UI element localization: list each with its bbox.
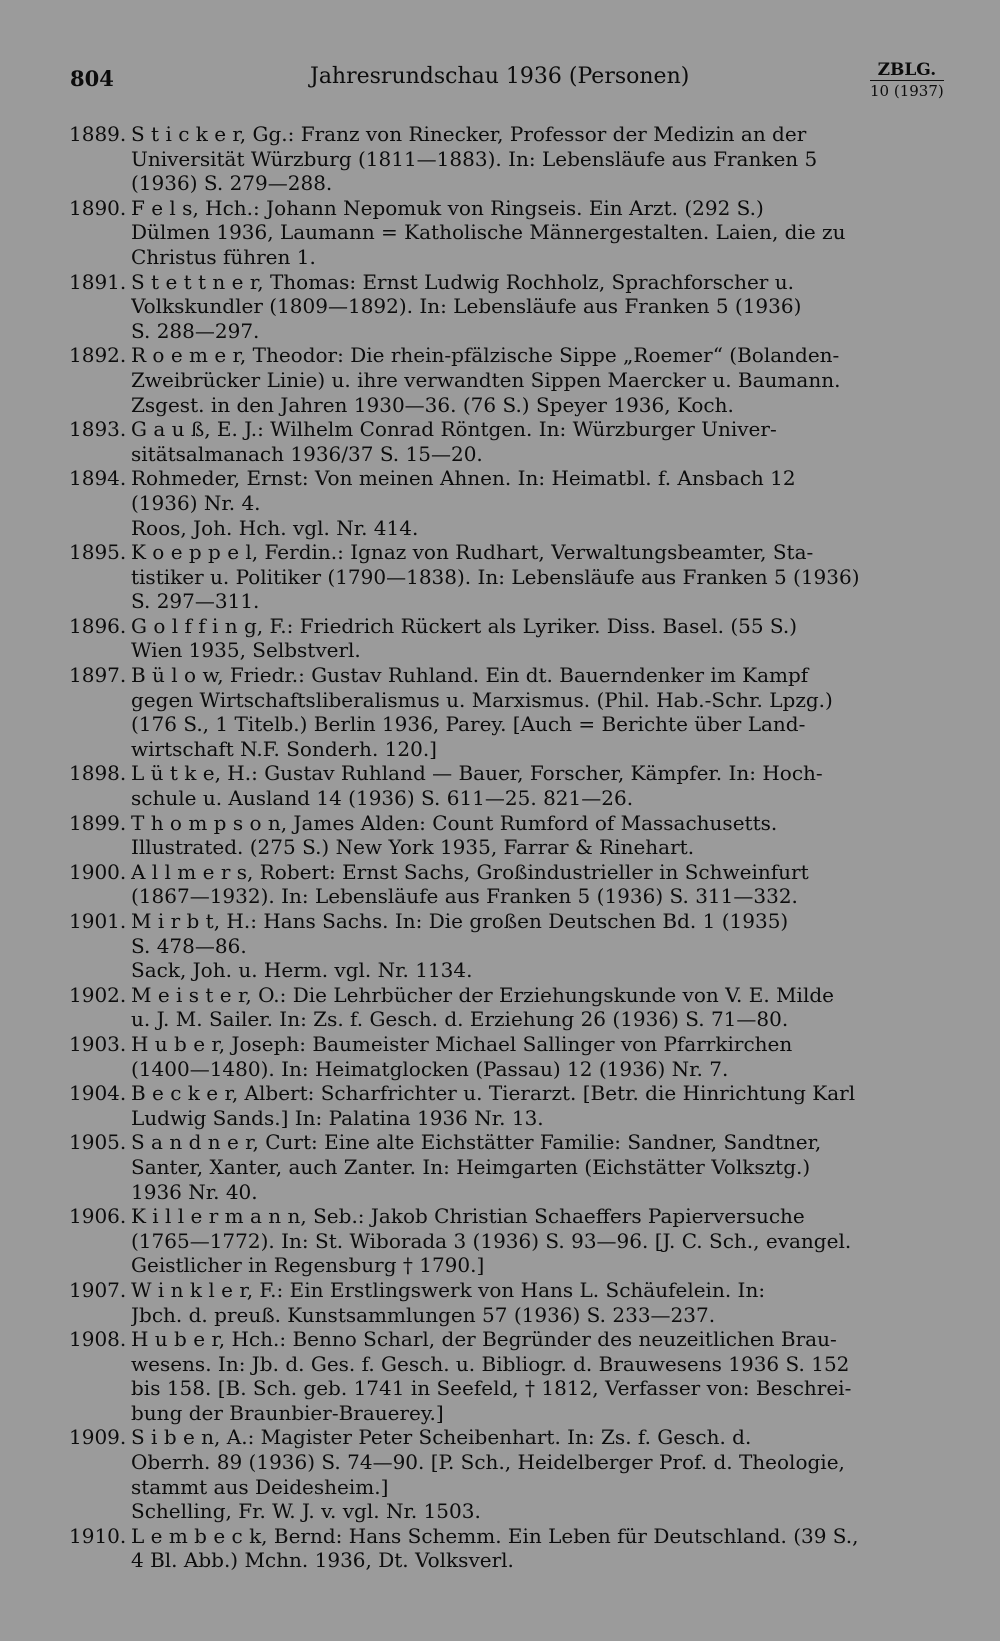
entry-number: 1894. <box>69 466 127 491</box>
bibliography-entry <box>0 909 1000 983</box>
entry-number: 1905. <box>69 1130 127 1155</box>
bibliography-entry <box>0 540 1000 614</box>
entry-text-line: S t i c k e r, Gg.: Franz von Rinecker, Professor der Medizin an der <box>131 122 807 146</box>
entry-text-line: Christus führen 1. <box>131 244 316 269</box>
bibliography-entry <box>0 122 1000 196</box>
entry-number: 1901. <box>69 909 127 933</box>
entry-text-line: (1936) Nr. 4. <box>131 490 261 515</box>
entry-text-line: G a u ß, E. J.: Wilhelm Conrad Röntgen. In: Würzburger Univer- <box>131 417 777 442</box>
entry-number: 1891. <box>69 269 127 294</box>
entry-text-line: 1936 Nr. 40. <box>131 1179 258 1204</box>
entry-text-line: Roos, Joh. Hch. vgl. Nr. 414. <box>131 515 419 540</box>
bibliography-entry <box>0 1425 1000 1523</box>
entry-number: 1897. <box>69 663 127 688</box>
entry-text-line: G o l f f i n g, F.: Friedrich Rückert als Lyriker. Diss. Basel. (55 S.) <box>131 613 798 638</box>
journal-abbreviation: ZBLG. <box>870 60 944 81</box>
running-title: Jahresrundschau 1936 (Personen) <box>310 64 690 89</box>
entry-text-line: F e l s, Hch.: Johann Nepomuk von Ringseis. Ein Arzt. (292 S.) <box>131 195 764 220</box>
entry-number: 1908. <box>69 1327 127 1352</box>
journal-reference <box>870 60 944 101</box>
entry-text-line: u. J. M. Sailer. In: Zs. f. Gesch. d. Erziehung 26 (1936) S. 71—80. <box>131 1007 789 1032</box>
entry-text-line: M e i s t e r, O.: Die Lehrbücher der Erziehungskunde von V. E. Milde <box>131 982 834 1007</box>
entry-text-line: bung der Braunbier-Brauerey.] <box>131 1400 444 1425</box>
bibliography-entry <box>0 1327 1000 1425</box>
entry-text-line: H u b e r, Hch.: Benno Scharl, der Begründer des neuzeitlichen Brau- <box>131 1327 837 1352</box>
entry-text-line: M i r b t, H.: Hans Sachs. In: Die großen Deutschen Bd. 1 (1935) <box>131 909 789 933</box>
entry-text-line: Illustrated. (275 S.) New York 1935, Farrar & Rinehart. <box>131 835 695 860</box>
entry-number: 1890. <box>69 195 127 220</box>
entry-number: 1892. <box>69 343 127 368</box>
page-number: 804 <box>70 66 114 91</box>
bibliography-entry <box>0 270 1000 344</box>
entry-text-line: Schelling, Fr. W. J. v. vgl. Nr. 1503. <box>131 1499 481 1524</box>
entry-number: 1907. <box>69 1277 127 1302</box>
bibliography-entry <box>0 1278 1000 1327</box>
bibliography-entry <box>0 860 1000 909</box>
entry-text-line: (1867—1932). In: Lebensläufe aus Franken 5 (1936) S. 311—332. <box>131 884 798 909</box>
entry-text-line: T h o m p s o n, James Alden: Count Rumford of Massachusetts. <box>131 810 778 835</box>
entry-number: 1899. <box>69 810 127 835</box>
entry-text-line: (176 S., 1 Titelb.) Berlin 1936, Parey. [Auch = Berichte über Land- <box>131 712 806 737</box>
entry-text-line: Jbch. d. preuß. Kunstsammlungen 57 (1936) S. 233—237. <box>131 1302 716 1327</box>
entry-text-line: Ludwig Sands.] In: Palatina 1936 Nr. 13. <box>131 1105 544 1130</box>
entry-number: 1903. <box>69 1031 127 1056</box>
entry-text-line: L e m b e c k, Bernd: Hans Schemm. Ein Leben für Deutschland. (39 S., <box>131 1523 859 1548</box>
entry-text-line: S. 288—297. <box>131 318 260 343</box>
entry-text-line: stammt aus Deidesheim.] <box>131 1474 389 1499</box>
entry-text-line: S. 297—311. <box>131 589 260 614</box>
entry-text-line: Geistlicher in Regensburg † 1790.] <box>131 1253 485 1278</box>
entry-text-line: B e c k e r, Albert: Scharfrichter u. Tierarzt. [Betr. die Hinrichtung Karl <box>131 1081 856 1106</box>
entry-number: 1904. <box>69 1081 127 1106</box>
entry-text-line: Rohmeder, Ernst: Von meinen Ahnen. In: Heimatbl. f. Ansbach 12 <box>131 466 796 491</box>
entry-text-line: Dülmen 1936, Laumann = Katholische Männergestalten. Laien, die zu <box>131 220 846 245</box>
bibliography-entry <box>0 614 1000 663</box>
entry-text-line: S t e t t n e r, Thomas: Ernst Ludwig Rochholz, Sprachforscher u. <box>131 269 794 294</box>
bibliography-entry <box>0 466 1000 540</box>
entry-text-line: Sack, Joh. u. Herm. vgl. Nr. 1134. <box>131 958 473 983</box>
entry-text-line: Santer, Xanter, auch Zanter. In: Heimgarten (Eichstätter Volksztg.) <box>131 1154 811 1179</box>
page-header <box>0 60 1000 100</box>
entry-text-line: (1936) S. 279—288. <box>131 171 333 196</box>
entry-text-line: L ü t k e, H.: Gustav Ruhland — Bauer, Forscher, Kämpfer. In: Hoch- <box>131 761 823 786</box>
entry-text-line: 4 Bl. Abb.) Mchn. 1936, Dt. Volksverl. <box>131 1548 514 1573</box>
entry-number: 1889. <box>69 122 127 146</box>
entry-text-line: (1765—1772). In: St. Wiborada 3 (1936) S. 93—96. [J. C. Sch., evangel. <box>131 1228 852 1253</box>
entry-text-line: W i n k l e r, F.: Ein Erstlingswerk von Hans L. Schäufelein. In: <box>131 1277 766 1302</box>
entry-text-line: A l l m e r s, Robert: Ernst Sachs, Großindustrieller in Schweinfurt <box>131 859 809 884</box>
entry-text-line: S a n d n e r, Curt: Eine alte Eichstätter Familie: Sandner, Sandtner, <box>131 1130 822 1155</box>
entry-text-line: R o e m e r, Theodor: Die rhein-pfälzische Sippe „Roemer“ (Bolanden- <box>131 343 840 368</box>
entry-number: 1902. <box>69 982 127 1007</box>
entry-text-line: S i b e n, A.: Magister Peter Scheibenhart. In: Zs. f. Gesch. d. <box>131 1425 752 1450</box>
journal-volume: 10 (1937) <box>870 82 944 100</box>
entry-number: 1906. <box>69 1204 127 1229</box>
bibliography-entry <box>0 417 1000 466</box>
bibliography-entry <box>0 983 1000 1032</box>
entry-text-line: sitätsalmanach 1936/37 S. 15—20. <box>131 441 483 466</box>
bibliography-entry <box>0 1204 1000 1278</box>
entry-number: 1910. <box>69 1523 127 1548</box>
bibliography-entry <box>0 1524 1000 1573</box>
entry-text-line: H u b e r, Joseph: Baumeister Michael Sallinger von Pfarrkirchen <box>131 1031 793 1056</box>
entry-text-line: wesens. In: Jb. d. Ges. f. Gesch. u. Bibliogr. d. Brauwesens 1936 S. 152 <box>131 1351 850 1376</box>
entry-text-line: gegen Wirtschaftsliberalismus u. Marxismus. (Phil. Hab.-Schr. Lpzg.) <box>131 687 833 712</box>
bibliography-entry <box>0 1032 1000 1081</box>
entry-text-line: (1400—1480). In: Heimatglocken (Passau) 12 (1936) Nr. 7. <box>131 1056 729 1081</box>
entry-text-line: Universität Würzburg (1811—1883). In: Lebensläufe aus Franken 5 <box>131 146 818 171</box>
entry-number: 1900. <box>69 859 127 884</box>
bibliography-entry <box>0 1081 1000 1130</box>
bibliography-entry <box>0 196 1000 270</box>
entry-text-line: K o e p p e l, Ferdin.: Ignaz von Rudhart, Verwaltungsbeamter, Sta- <box>131 540 814 565</box>
entry-text-line: tistiker u. Politiker (1790—1838). In: Lebensläufe aus Franken 5 (1936) <box>131 564 860 589</box>
entry-text-line: wirtschaft N.F. Sonderh. 120.] <box>131 736 437 761</box>
entry-text-line: Volkskundler (1809—1892). In: Lebensläufe aus Franken 5 (1936) <box>131 294 802 319</box>
entry-text-line: Wien 1935, Selbstverl. <box>131 638 361 663</box>
entry-number: 1893. <box>69 417 127 442</box>
bibliography-entry <box>0 811 1000 860</box>
bibliography-list <box>0 122 1000 1573</box>
entry-text-line: Oberrh. 89 (1936) S. 74—90. [P. Sch., Heidelberger Prof. d. Theologie, <box>131 1450 845 1475</box>
bibliography-entry <box>0 343 1000 417</box>
entry-text-line: Zsgest. in den Jahren 1930—36. (76 S.) Speyer 1936, Koch. <box>131 392 734 417</box>
entry-number: 1898. <box>69 761 127 786</box>
entry-text-line: Zweibrücker Linie) u. ihre verwandten Sippen Maercker u. Baumann. <box>131 367 841 392</box>
entry-number: 1895. <box>69 540 127 565</box>
entry-number: 1909. <box>69 1425 127 1450</box>
bibliography-entry <box>0 1130 1000 1204</box>
bibliography-entry <box>0 761 1000 810</box>
entry-text-line: S. 478—86. <box>131 933 247 958</box>
entry-text-line: bis 158. [B. Sch. geb. 1741 in Seefeld, † 1812, Verfasser von: Beschrei- <box>131 1376 852 1401</box>
entry-number: 1896. <box>69 613 127 638</box>
bibliography-entry <box>0 663 1000 761</box>
entry-text-line: schule u. Ausland 14 (1936) S. 611—25. 821—26. <box>131 786 634 811</box>
entry-text-line: K i l l e r m a n n, Seb.: Jakob Christian Schaeffers Papierversuche <box>131 1204 805 1229</box>
entry-text-line: B ü l o w, Friedr.: Gustav Ruhland. Ein dt. Bauerndenker im Kampf <box>131 663 809 688</box>
